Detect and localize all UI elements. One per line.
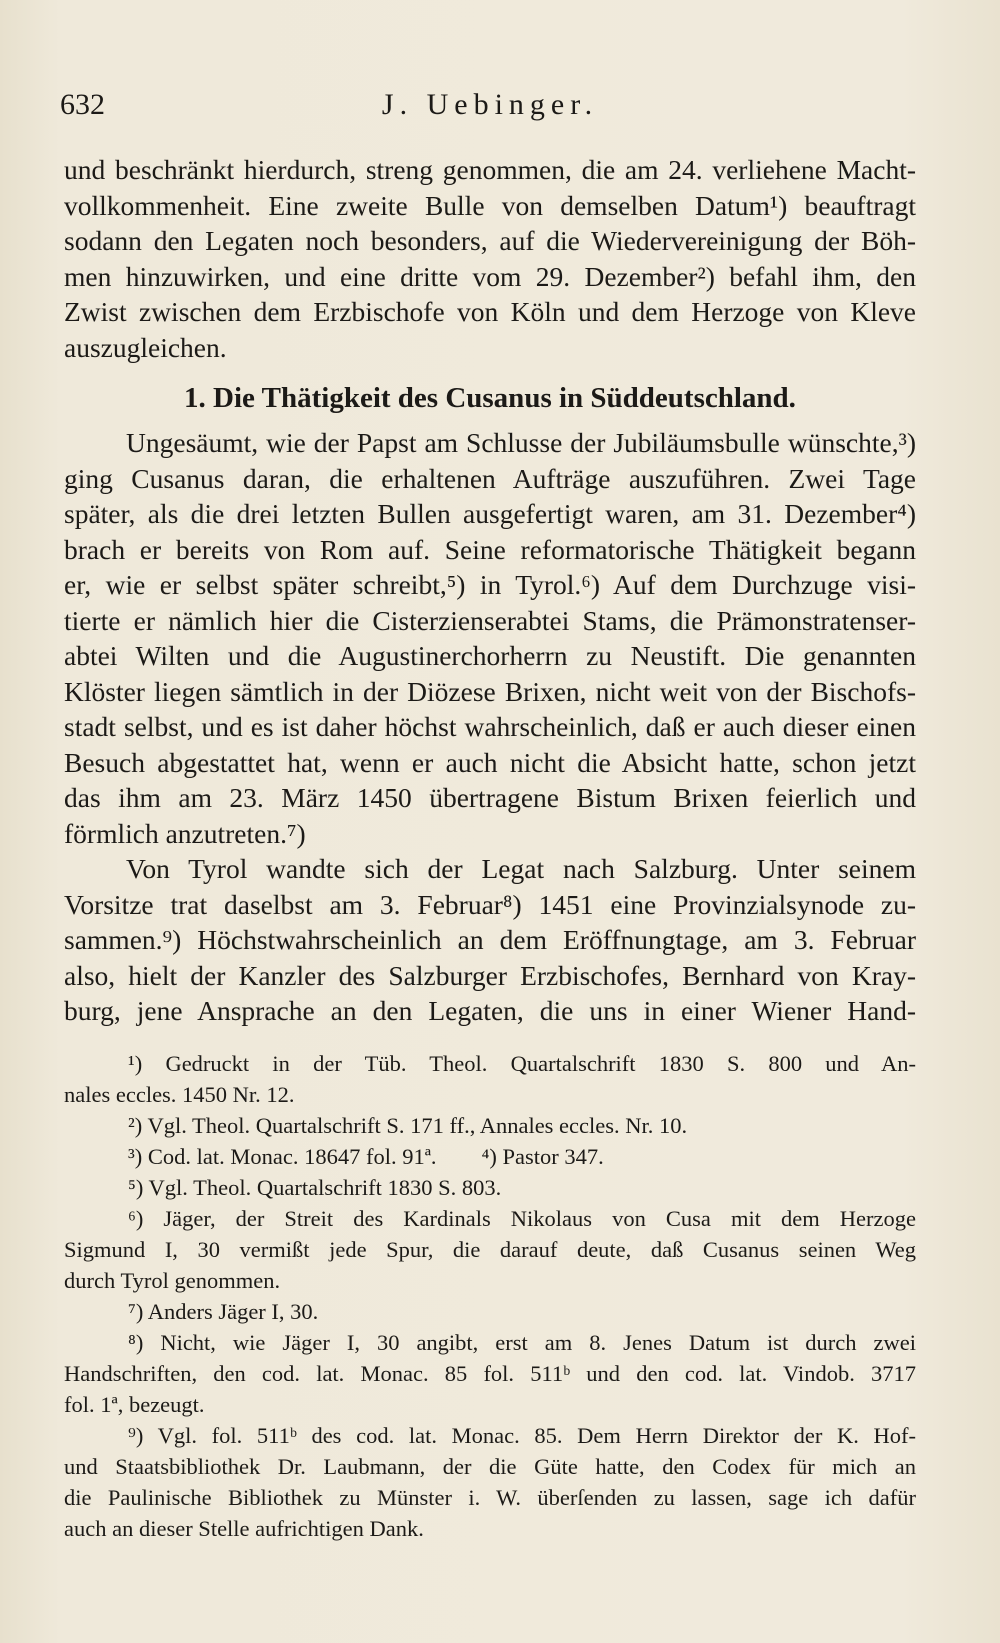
- text-line: sammen.⁹) Höchstwahrscheinlich an dem Eröffnungtage, am 3. Februar: [64, 924, 916, 955]
- text-line: brach er bereits von Rom auf. Seine reformatorische Thätigkeit begann: [64, 533, 916, 565]
- main-text: [64, 152, 916, 1029]
- text-line: Zwist zwischen dem Erzbischofe von Köln und dem Herzoge von Kleve: [64, 296, 916, 327]
- text-line: auszugleichen.: [64, 331, 227, 363]
- text-line: später, als die drei letzten Bullen ausgefertigt waren, am 31. Dezember⁴): [64, 498, 916, 529]
- text-line: stadt selbst, und es ist daher höchst wahrscheinlich, daß er auch dieser einen: [64, 711, 916, 742]
- text-line: er, wie er selbst später schreibt,⁵) in Tyrol.⁶) Auf dem Durchzuge visi-: [64, 569, 916, 600]
- footnote-7: ⁷) Anders Jäger I, 30.: [128, 1299, 319, 1324]
- text-line: vollkommenheit. Eine zweite Bulle von demselben Datum¹) beauftragt: [64, 189, 916, 221]
- footnote-8-cont: Handschriften, den cod. lat. Monac. 85 fol. 511ᵇ und den cod. lat. Vindob. 3717: [64, 1361, 916, 1386]
- footnote-9-cont: und Staatsbibliothek Dr. Laubmann, der die Güte hatte, den Codex für mich an: [64, 1454, 916, 1479]
- footnotes: [64, 1048, 916, 1544]
- footnote-3-4: ³) Cod. lat. Monac. 18647 fol. 91ª. ⁴) Pastor 347.: [128, 1144, 604, 1169]
- footnote-1-cont: nales eccles. 1450 Nr. 12.: [64, 1082, 295, 1107]
- text-line: burg, jene Ansprache an den Legaten, die uns in einer Wiener Hand-: [64, 995, 916, 1026]
- text-line: tierte er nämlich hier die Cisterzienserabtei Stams, die Prämonstratenser-: [64, 604, 916, 636]
- text-line: also, hielt der Kanzler des Salzburger Erzbischofes, Bernhard von Kray-: [64, 959, 916, 991]
- section-heading: 1. Die Thätigkeit des Cusanus in Süddeutschland.: [184, 382, 796, 414]
- footnote-6-cont: durch Tyrol genommen.: [64, 1268, 281, 1293]
- text-line: men hinzuwirken, und eine dritte vom 29. Dezember²) befahl ihm, den: [64, 260, 916, 292]
- running-head-author: J. Uebinger.: [381, 88, 599, 121]
- page-number: 632: [60, 88, 105, 121]
- footnote-9-cont: die Paulinische Bibliothek zu Münster i. W. überſenden zu lassen, sage ich dafür: [64, 1485, 916, 1510]
- footnote-6-cont: Sigmund I, 30 vermißt jede Spur, die darauf deute, daß Cusanus seinen Weg: [64, 1237, 916, 1262]
- text-line: Ungesäumt, wie der Papst am Schlusse der Jubiläumsbulle wünschte,³): [126, 427, 916, 458]
- text-line: abtei Wilten und die Augustinerchorherrn zu Neustift. Die genannten: [64, 640, 916, 671]
- footnote-9-cont: auch an dieser Stelle aufrichtigen Dank.: [64, 1516, 424, 1541]
- footnote-1: ¹) Gedruckt in der Tüb. Theol. Quartalschrift 1830 S. 800 und An-: [128, 1051, 916, 1076]
- running-header: [60, 88, 920, 128]
- footnote-8: ⁸) Nicht, wie Jäger I, 30 angibt, erst am 8. Jenes Datum ist durch zwei: [128, 1330, 916, 1355]
- text-line: das ihm am 23. März 1450 übertragene Bistum Brixen feierlich und: [64, 782, 916, 813]
- text-line: sodann den Legaten noch besonders, auf die Wiedervereinigung der Böh-: [64, 225, 916, 256]
- text-line: Klöster liegen sämtlich in der Diözese Brixen, nicht weit von der Bischofs-: [64, 675, 916, 707]
- text-line: und beschränkt hierdurch, streng genommen, die am 24. verliehene Macht-: [64, 154, 916, 185]
- footnote-9: ⁹) Vgl. fol. 511ᵇ des cod. lat. Monac. 85. Dem Herrn Direktor der K. Hof-: [128, 1423, 916, 1448]
- text-line: ging Cusanus daran, die erhaltenen Aufträge auszuführen. Zwei Tage: [64, 462, 916, 494]
- footnote-5: ⁵) Vgl. Theol. Quartalschrift 1830 S. 803.: [128, 1175, 502, 1200]
- footnote-8-cont: fol. 1ª, bezeugt.: [64, 1392, 205, 1417]
- footnote-2: ²) Vgl. Theol. Quartalschrift S. 171 ff., Annales eccles. Nr. 10.: [128, 1113, 688, 1138]
- text-line: Vorsitze trat daselbst am 3. Februar⁸) 1451 eine Provinzialsynode zu-: [64, 888, 916, 920]
- footnote-6: ⁶) Jäger, der Streit des Kardinals Nikolaus von Cusa mit dem Herzoge: [128, 1206, 916, 1231]
- text-line: Besuch abgestattet hat, wenn er auch nicht die Absicht hatte, schon jetzt: [64, 746, 916, 778]
- text-line: Von Tyrol wandte sich der Legat nach Salzburg. Unter seinem: [126, 853, 916, 884]
- text-line: förmlich anzutreten.⁷): [64, 817, 306, 849]
